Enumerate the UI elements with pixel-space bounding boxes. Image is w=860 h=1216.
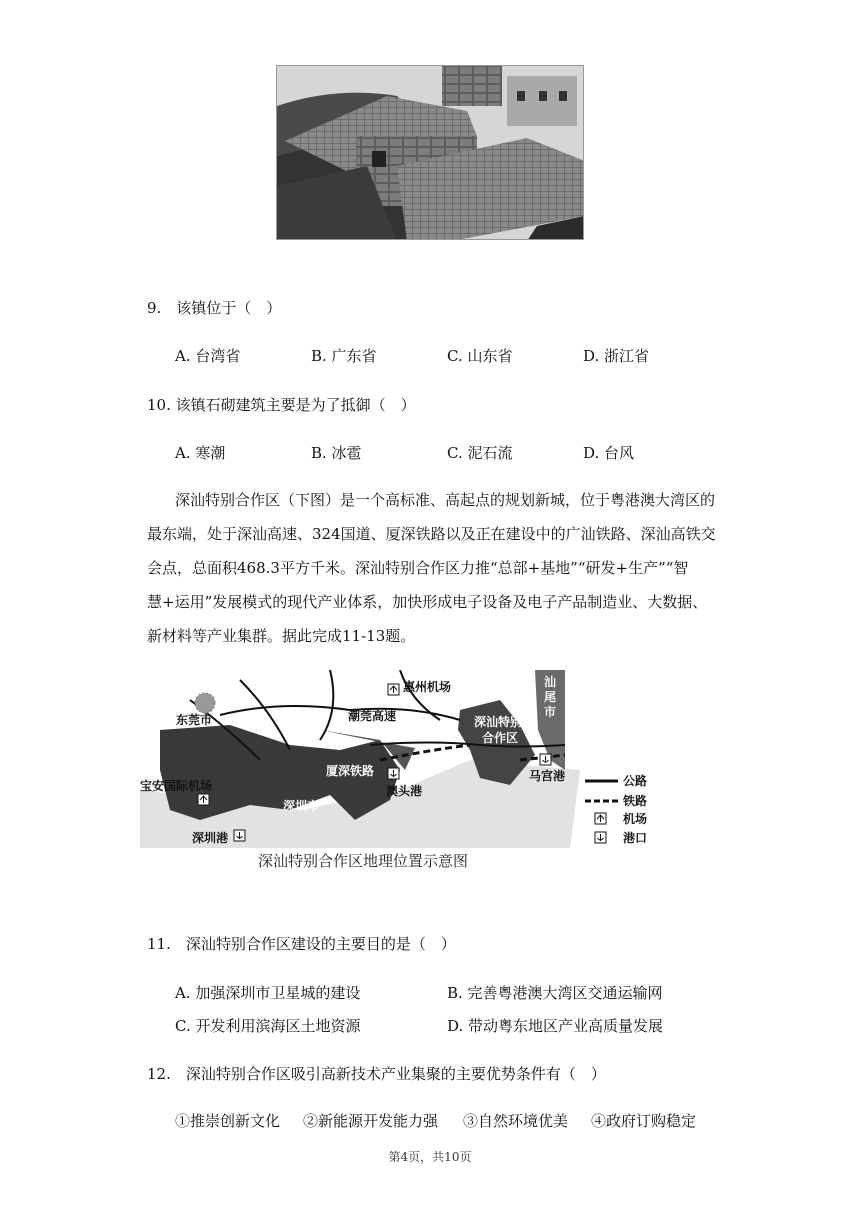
q9-option-d[interactable]: D. 浙江省 xyxy=(583,347,650,365)
passage-line-5: 新材料等产业集群。据此完成11-13题。 xyxy=(147,627,416,645)
label-shanwei: 汕 尾 市 xyxy=(544,675,557,719)
q12-item-3: ③自然环境优美 xyxy=(463,1112,569,1130)
label-shenshan-zone-1: 深汕特别 xyxy=(474,715,523,729)
port-icon xyxy=(540,754,551,765)
q12-item-2: ②新能源开发能力强 xyxy=(303,1112,439,1130)
passage-line-2: 最东端，处于深汕高速、324国道、厦深铁路以及正在建设中的广汕铁路、深汕高铁交 xyxy=(147,525,716,543)
q12-item-4: ④政府订购稳定 xyxy=(591,1112,697,1130)
q11-option-c[interactable]: C. 开发利用滨海区土地资源 xyxy=(175,1017,361,1035)
label-aotou-port: 澳头港 xyxy=(386,784,423,798)
map-svg xyxy=(140,670,652,848)
q10-option-b[interactable]: B. 冰雹 xyxy=(311,444,362,462)
page-footer: 第4页，共10页 xyxy=(388,1150,472,1164)
label-shenshan-zone-2: 合作区 xyxy=(482,731,519,745)
dongguan-marker xyxy=(195,693,215,713)
q12-item-1: ①推崇创新文化 xyxy=(175,1112,281,1130)
passage-line-3: 会点，总面积468.3平方千米。深汕特别合作区力推“总部+基地”“研发+生产”“智 xyxy=(147,559,689,577)
airport-icon xyxy=(388,684,399,695)
map-caption: 深汕特别合作区地理位置示意图 xyxy=(258,852,469,870)
question-11-stem: 11. 深汕特别合作区建设的主要目的是（ ） xyxy=(147,935,456,953)
label-chaoguan-expressway: 潮莞高速 xyxy=(348,709,397,723)
port-icon xyxy=(234,830,245,841)
question-12-stem: 12. 深汕特别合作区吸引高新技术产业集聚的主要优势条件有（ ） xyxy=(147,1065,606,1083)
passage-line-4: 慧+运用”发展模式的现代产业体系，加快形成电子设备及电子产品制造业、大数据、 xyxy=(147,593,708,611)
legend-port-icon xyxy=(595,832,606,843)
q10-option-d[interactable]: D. 台风 xyxy=(583,444,635,462)
legend-railway-label: 铁路 xyxy=(623,794,648,808)
q11-option-b[interactable]: B. 完善粤港澳大湾区交通运输网 xyxy=(447,984,663,1002)
q11-option-d[interactable]: D. 带动粤东地区产业高质量发展 xyxy=(447,1017,664,1035)
label-shenzhen: 深圳市 xyxy=(283,799,320,813)
question-10-stem: 10. 该镇石砌建筑主要是为了抵御（ ） xyxy=(147,396,416,414)
location-map xyxy=(140,670,652,848)
passage-line-1: 深汕特别合作区（下图）是一个高标准、高起点的规划新城，位于粤港澳大湾区的 xyxy=(175,491,716,509)
legend-airport-icon xyxy=(595,813,606,824)
label-shenzhen-port: 深圳港 xyxy=(192,831,229,845)
q9-option-b[interactable]: B. 广东省 xyxy=(311,347,377,365)
stone-village-photo xyxy=(276,65,584,240)
stone-village-illustration xyxy=(277,66,584,240)
legend-port-label: 港口 xyxy=(623,831,648,845)
q10-option-c[interactable]: C. 泥石流 xyxy=(447,444,513,462)
legend-airport-label: 机场 xyxy=(623,812,648,826)
label-baoan-airport: 宝安国际机场 xyxy=(140,779,213,793)
label-dongguan: 东莞市 xyxy=(176,713,213,727)
q10-option-a[interactable]: A. 寒潮 xyxy=(175,444,226,462)
label-magong-port: 马宫港 xyxy=(529,769,566,783)
q11-option-a[interactable]: A. 加强深圳市卫星城的建设 xyxy=(175,984,361,1002)
port-icon xyxy=(388,768,399,779)
airport-icon xyxy=(198,794,209,805)
label-xiashen-railway: 厦深铁路 xyxy=(326,764,375,778)
label-huizhou-airport: 惠州机场 xyxy=(403,680,452,694)
q9-option-a[interactable]: A. 台湾省 xyxy=(175,347,241,365)
legend-road-label: 公路 xyxy=(623,774,648,788)
question-9-stem: 9. 该镇位于（ ） xyxy=(147,299,282,317)
q9-option-c[interactable]: C. 山东省 xyxy=(447,347,513,365)
